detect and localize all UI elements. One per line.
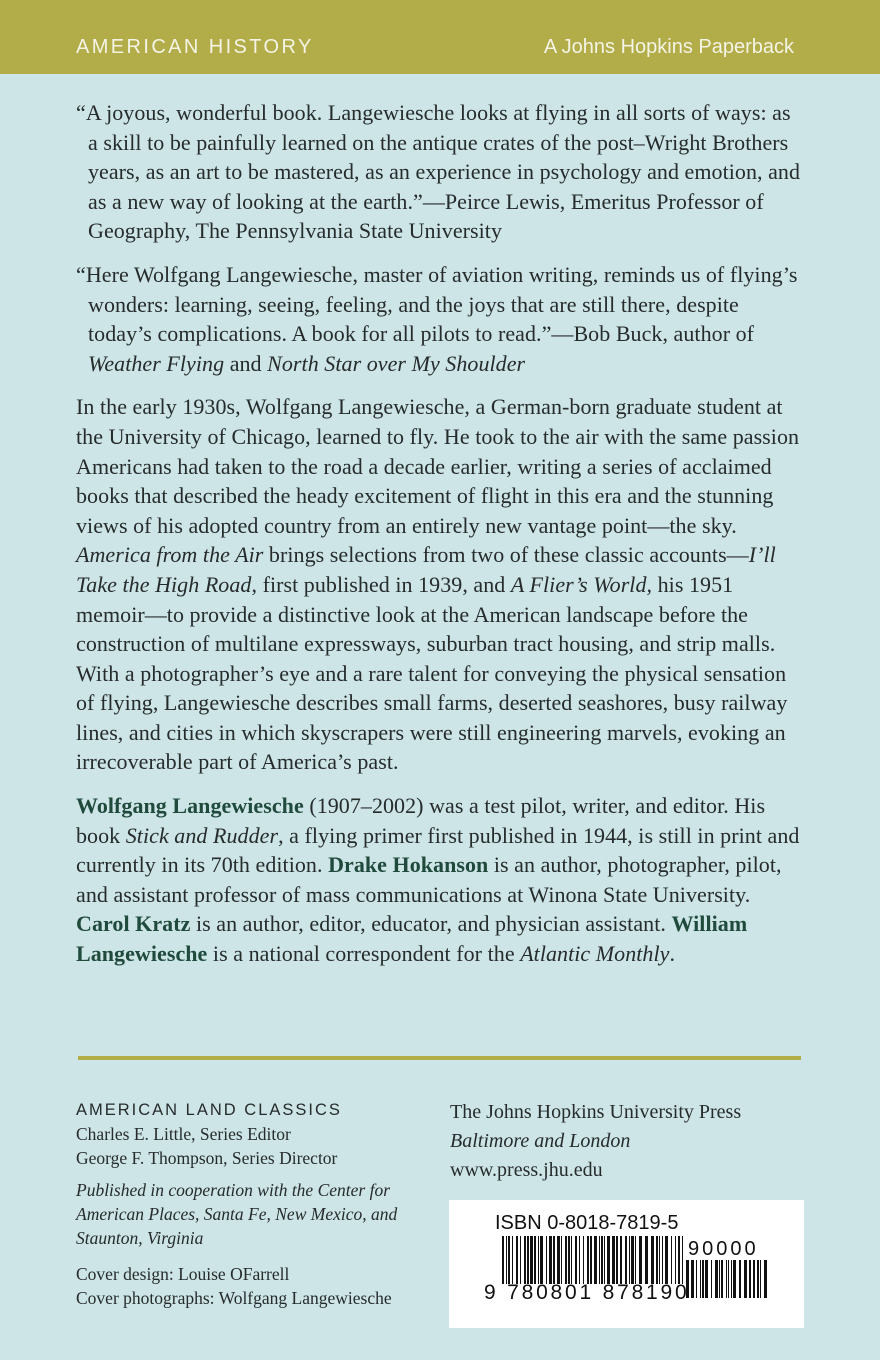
publisher-location: Baltimore and London	[450, 1130, 631, 1152]
cover-photo-credit: Cover photographs: Wolfgang Langewiesche	[76, 1288, 392, 1308]
divider-rule	[78, 1056, 801, 1060]
author-name: Wolfgang Langewiesche	[76, 793, 304, 819]
series-director: George F. Thompson, Series Director	[76, 1148, 338, 1168]
series-name: AMERICAN LAND CLASSICS	[76, 1101, 342, 1119]
cover-design-credit: Cover design: Louise OFarrell	[76, 1264, 290, 1284]
magazine-title: Atlantic Monthly	[520, 941, 670, 967]
addon-barcode	[686, 1260, 770, 1298]
book-title: America from the Air	[76, 542, 264, 568]
author-name: Carol Kratz	[76, 911, 191, 937]
author-name: William Langewiesche	[76, 911, 748, 967]
imprint-label: A Johns Hopkins Paperback	[543, 36, 794, 58]
ean-barcode	[502, 1236, 686, 1284]
author-name: Drake Hokanson	[328, 852, 489, 878]
barcode-number: 9 780801 878190	[484, 1281, 690, 1304]
publisher-info	[450, 1098, 810, 1185]
addon-number: 90000	[688, 1238, 759, 1260]
book-title: Stick and Rudder	[125, 822, 279, 848]
publisher-name: The Johns Hopkins University Press	[450, 1101, 742, 1123]
book-title: A Flier’s World,	[510, 571, 653, 597]
series-info	[76, 1098, 416, 1310]
category-label: AMERICAN HISTORY	[76, 36, 314, 58]
book-title: I’ll Take the High Road	[76, 542, 776, 597]
isbn-label: ISBN 0-8018-7819-5	[495, 1212, 679, 1234]
review-quote-lewis: “A joyous, wonderful book. Langewiesche looks at flying in all sorts of ways: as a skill to be painfully learned on the antique crates of the post–Wright Brothers years, as an art to be mastered, as an experience in psychology and emotion, and as a new way of looking at the earth.”—Peirce Lewis, Emeritus Professor of Geography, The Pennsylvania State University	[76, 100, 801, 244]
author-bios: Wolfgang Langewiesche (1907–2002) was a test pilot, writer, and editor. His book Stick and Rudder, a flying primer first published in 1944, is still in print and currently in its 70th edition. Drake Hokanson is an author, photographer, pilot, and assistant professor of mass communications at Winona State University. Carol Kratz is an author, editor, educator, and physician assistant. William Langewiesche is a national correspondent for the Atlantic Monthly.	[76, 793, 800, 967]
review-quote-buck: “Here Wolfgang Langewiesche, master of aviation writing, reminds us of flying’s wonders: learning, seeing, feeling, and the joys that are still there, despite today’s complications. A book for all pilots to read.”—Bob Buck, author of Weather Flying and North Star over My Shoulder	[76, 261, 798, 376]
cooperation-note: Published in cooperation with the Center for American Places, Santa Fe, New Mexico, and Staunton, Virginia	[76, 1180, 398, 1248]
book-title: Weather Flying	[88, 350, 225, 376]
book-title: North Star over My Shoulder	[267, 350, 526, 376]
header-bar	[0, 0, 880, 74]
series-editor: Charles E. Little, Series Editor	[76, 1124, 291, 1144]
back-cover-text	[76, 98, 804, 983]
book-description: In the early 1930s, Wolfgang Langewiesche, a German-born graduate student at the University of Chicago, learned to fly. He took to the air with the same passion Americans had taken to the road a decade earlier, writing a series of acclaimed books that described the heady excitement of flight in this era and the stunning views of his adopted country from an entirely new vantage point—the sky. America from the Air brings selections from two of these classic accounts—I’ll Take the High Road, first published in 1939, and A Flier’s World, his 1951 memoir—to provide a distinctive look at the American landscape before the construction of multilane expressways, suburban tract housing, and strip malls. With a photographer’s eye and a rare talent for conveying the physical sensation of flying, Langewiesche describes small farms, deserted seashores, busy railway lines, and cities in which skyscrapers were still engineering marvels, evoking an irrecoverable part of America’s past.	[76, 394, 800, 775]
publisher-url: www.press.jhu.edu	[450, 1159, 603, 1181]
